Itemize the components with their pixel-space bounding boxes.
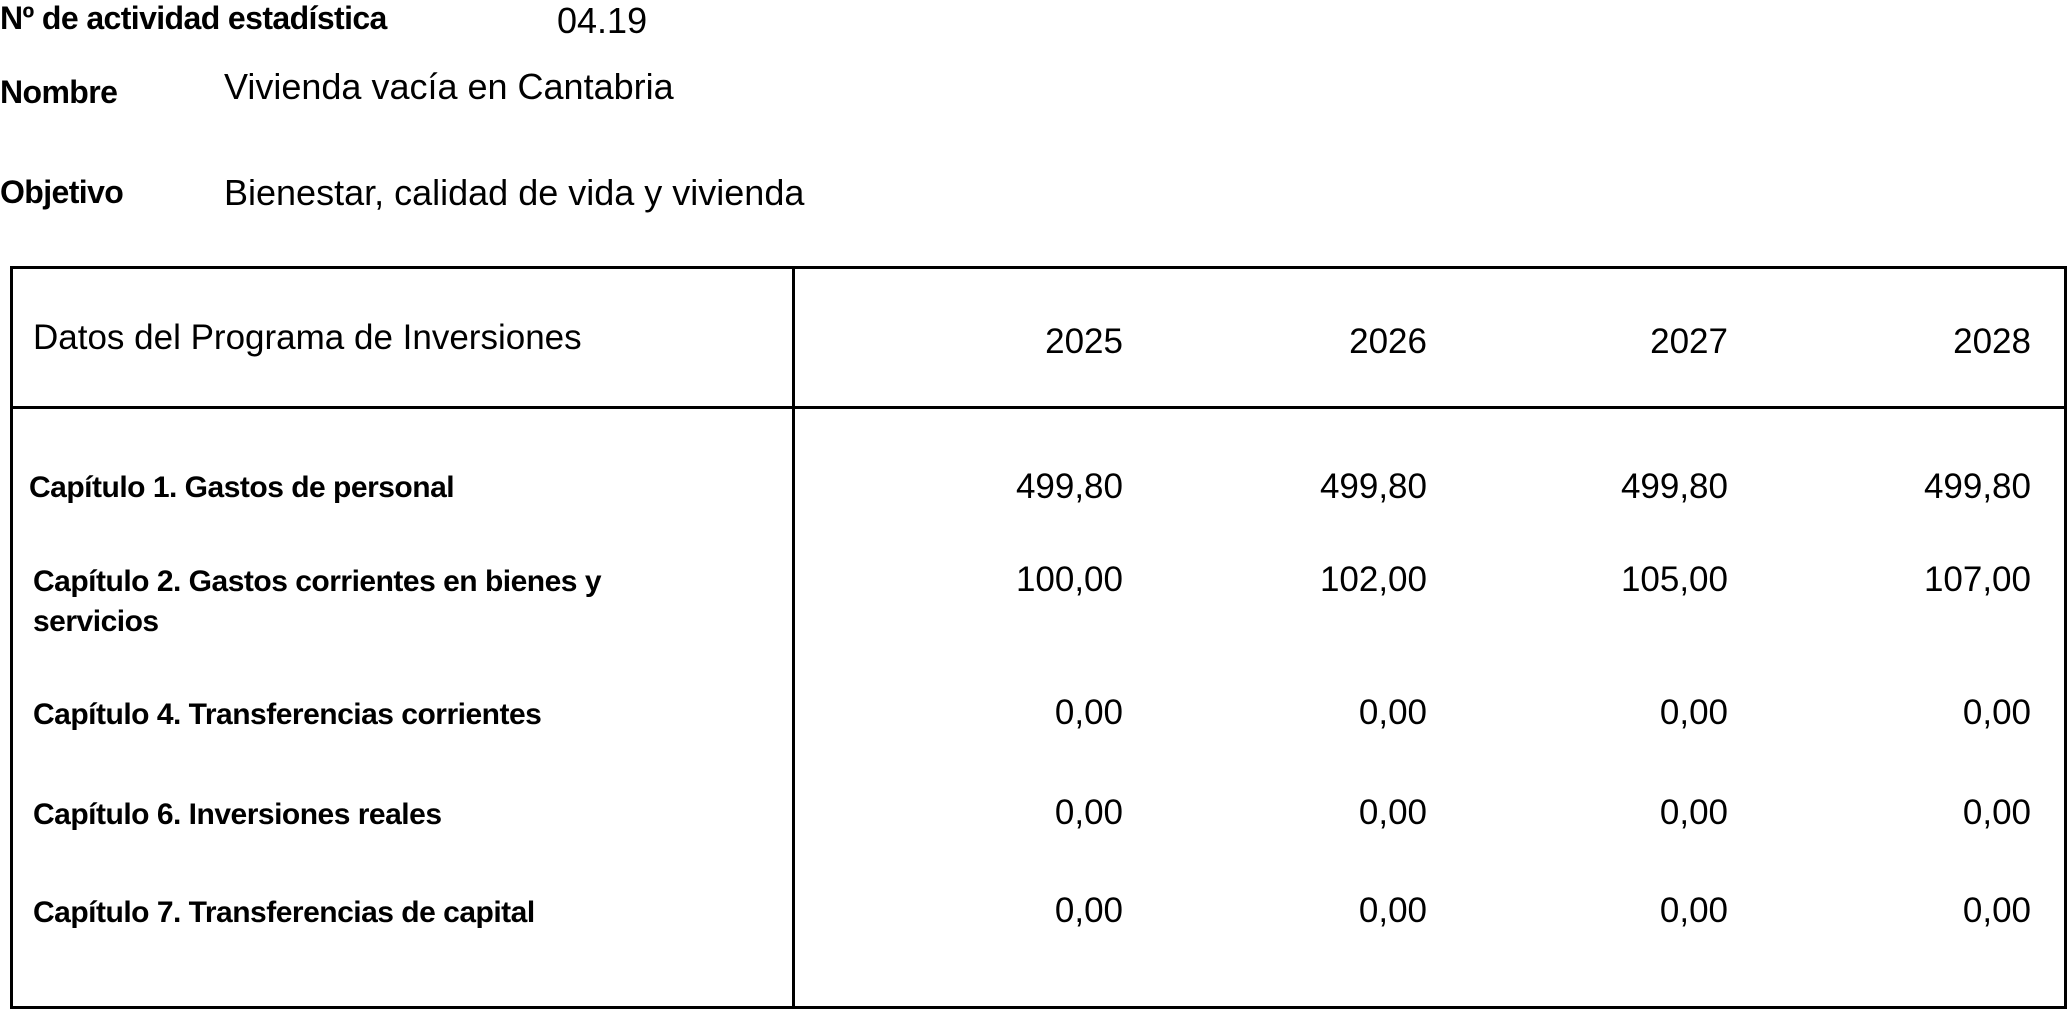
table-cell: 0,00	[1659, 891, 1728, 930]
table-cell: 499,80	[1319, 467, 1427, 506]
year-header-2028: 2028	[1953, 322, 2031, 361]
objective-value: Bienestar, calidad de vida y vivienda	[224, 172, 805, 213]
table-cell: 499,80	[1015, 467, 1123, 506]
row-label-chapter-6: Capítulo 6. Inversiones reales	[33, 798, 442, 831]
table-cell: 0,00	[1358, 793, 1427, 832]
name-label: Nombre	[0, 74, 118, 110]
table-cell: 102,00	[1319, 560, 1427, 599]
year-header-2025: 2025	[1045, 322, 1123, 361]
table-cell: 0,00	[1054, 891, 1123, 930]
activity-number-label: Nº de actividad estadística	[0, 0, 387, 36]
table-title: Datos del Programa de Inversiones	[33, 318, 582, 357]
table-cell: 0,00	[1962, 693, 2031, 732]
table-cell: 0,00	[1962, 793, 2031, 832]
table-cell: 105,00	[1620, 560, 1728, 599]
table-cell: 0,00	[1962, 891, 2031, 930]
name-value: Vivienda vacía en Cantabria	[224, 66, 674, 107]
row-label-chapter-1: Capítulo 1. Gastos de personal	[29, 471, 455, 504]
table-cell: 0,00	[1659, 793, 1728, 832]
year-header-2026: 2026	[1349, 322, 1427, 361]
column-divider	[792, 269, 795, 1006]
row-label-chapter-7: Capítulo 7. Transferencias de capital	[33, 896, 535, 929]
table-cell: 0,00	[1659, 693, 1728, 732]
activity-number-value: 04.19	[557, 0, 648, 41]
table-cell: 0,00	[1054, 693, 1123, 732]
table-cell: 0,00	[1358, 693, 1427, 732]
header-divider	[13, 406, 2064, 409]
row-label-chapter-4: Capítulo 4. Transferencias corrientes	[33, 698, 542, 731]
table-cell: 499,80	[1620, 467, 1728, 506]
table-cell: 0,00	[1358, 891, 1427, 930]
year-header-2027: 2027	[1650, 322, 1728, 361]
investment-table	[10, 266, 2067, 1009]
table-cell: 107,00	[1923, 560, 2031, 599]
table-cell: 0,00	[1054, 793, 1123, 832]
row-label-chapter-2: Capítulo 2. Gastos corrientes en bienes y servicios	[33, 565, 602, 638]
table-cell: 100,00	[1015, 560, 1123, 599]
objective-label: Objetivo	[0, 174, 124, 210]
table-cell: 499,80	[1923, 467, 2031, 506]
